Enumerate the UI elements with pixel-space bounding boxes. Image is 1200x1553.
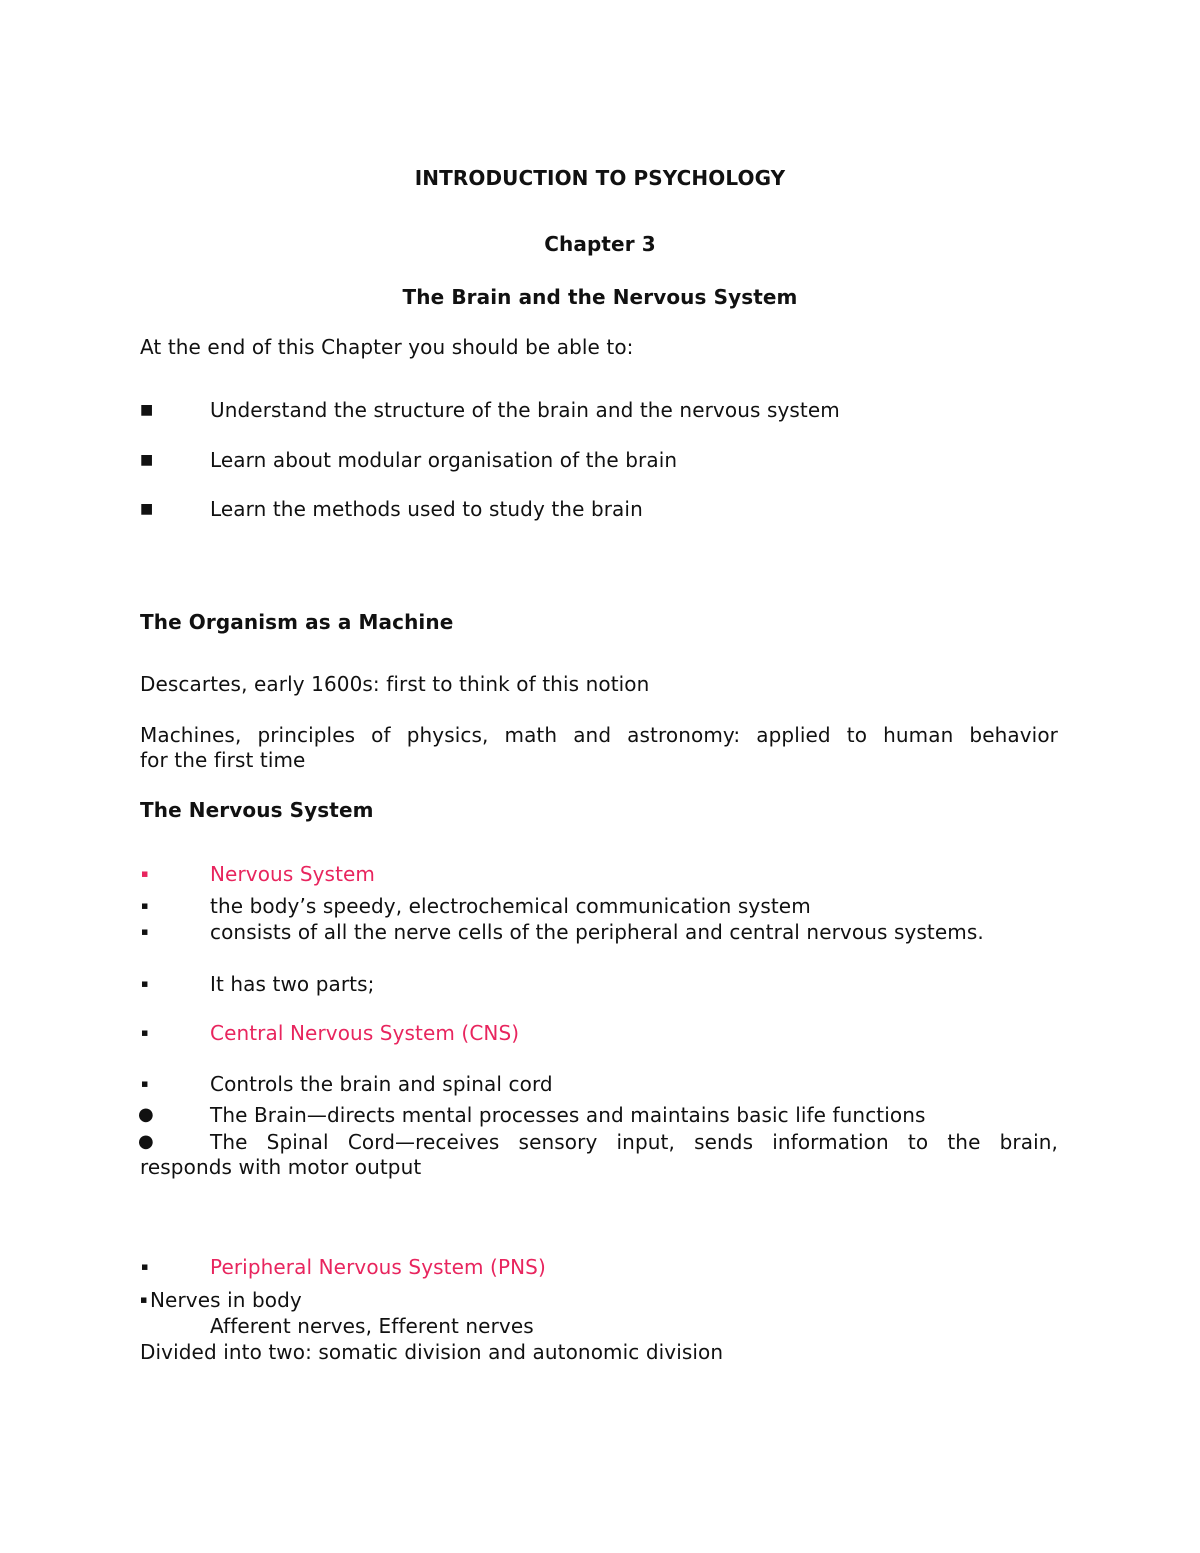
square-bullet-icon: ■: [140, 402, 154, 418]
square-bullet-icon: ■: [140, 452, 154, 468]
cns-description: Controls the brain and spinal cord: [210, 1072, 553, 1096]
pns-label: Peripheral Nervous System (PNS): [210, 1255, 546, 1279]
pns-divisions: Divided into two: somatic division and autonomic division: [140, 1340, 724, 1364]
square-bullet-icon: ■: [140, 501, 154, 517]
section-heading-organism: The Organism as a Machine: [140, 610, 454, 634]
brain-description: The Brain—directs mental processes and maintains basic life functions: [210, 1103, 926, 1127]
objectives-intro: At the end of this Chapter you should be able to:: [140, 335, 634, 359]
small-square-bullet-icon: ▪: [141, 899, 149, 912]
pns-nerves-text: Nerves in body: [150, 1288, 302, 1312]
organism-paragraph-machines-line1: Machines, principles of physics, math and astronomy: applied to human behavior: [140, 723, 1058, 747]
pns-nerve-types: Afferent nerves, Efferent nerves: [210, 1314, 534, 1338]
objective-item: Learn about modular organisation of the brain: [210, 448, 678, 472]
small-square-bullet-icon: ▪: [141, 867, 149, 880]
cns-label: Central Nervous System (CNS): [210, 1021, 520, 1045]
document-title: INTRODUCTION TO PSYCHOLOGY: [414, 166, 786, 190]
small-square-bullet-icon: ▪: [141, 1260, 149, 1273]
spinal-cord-description-line1: The Spinal Cord—receives sensory input, sends information to the brain,: [210, 1130, 1058, 1154]
small-square-bullet-icon: ▪: [141, 925, 149, 938]
objective-item: Understand the structure of the brain and the nervous system: [210, 398, 840, 422]
chapter-number: Chapter 3: [544, 232, 656, 256]
dot-bullet-icon: ●: [138, 1131, 154, 1152]
organism-paragraph-descartes: Descartes, early 1600s: first to think of this notion: [140, 672, 650, 696]
two-parts-text: It has two parts;: [210, 972, 375, 996]
small-square-bullet-icon: ▪: [141, 1077, 149, 1090]
chapter-subtitle: The Brain and the Nervous System: [402, 285, 798, 309]
small-square-bullet-icon: ▪: [141, 977, 149, 990]
small-square-bullet-icon: ▪: [141, 1026, 149, 1039]
objective-item: Learn the methods used to study the brain: [210, 497, 643, 521]
spinal-cord-description-line2: responds with motor output: [140, 1155, 422, 1179]
nervous-system-item: consists of all the nerve cells of the peripheral and central nervous systems.: [210, 920, 984, 944]
small-square-bullet-icon: ▪: [140, 1293, 148, 1306]
section-heading-nervous-system: The Nervous System: [140, 798, 374, 822]
dot-bullet-icon: ●: [138, 1104, 154, 1125]
organism-paragraph-machines-line2: for the first time: [140, 748, 306, 772]
nervous-system-label: Nervous System: [210, 862, 375, 886]
nervous-system-item: the body’s speedy, electrochemical communication system: [210, 894, 811, 918]
